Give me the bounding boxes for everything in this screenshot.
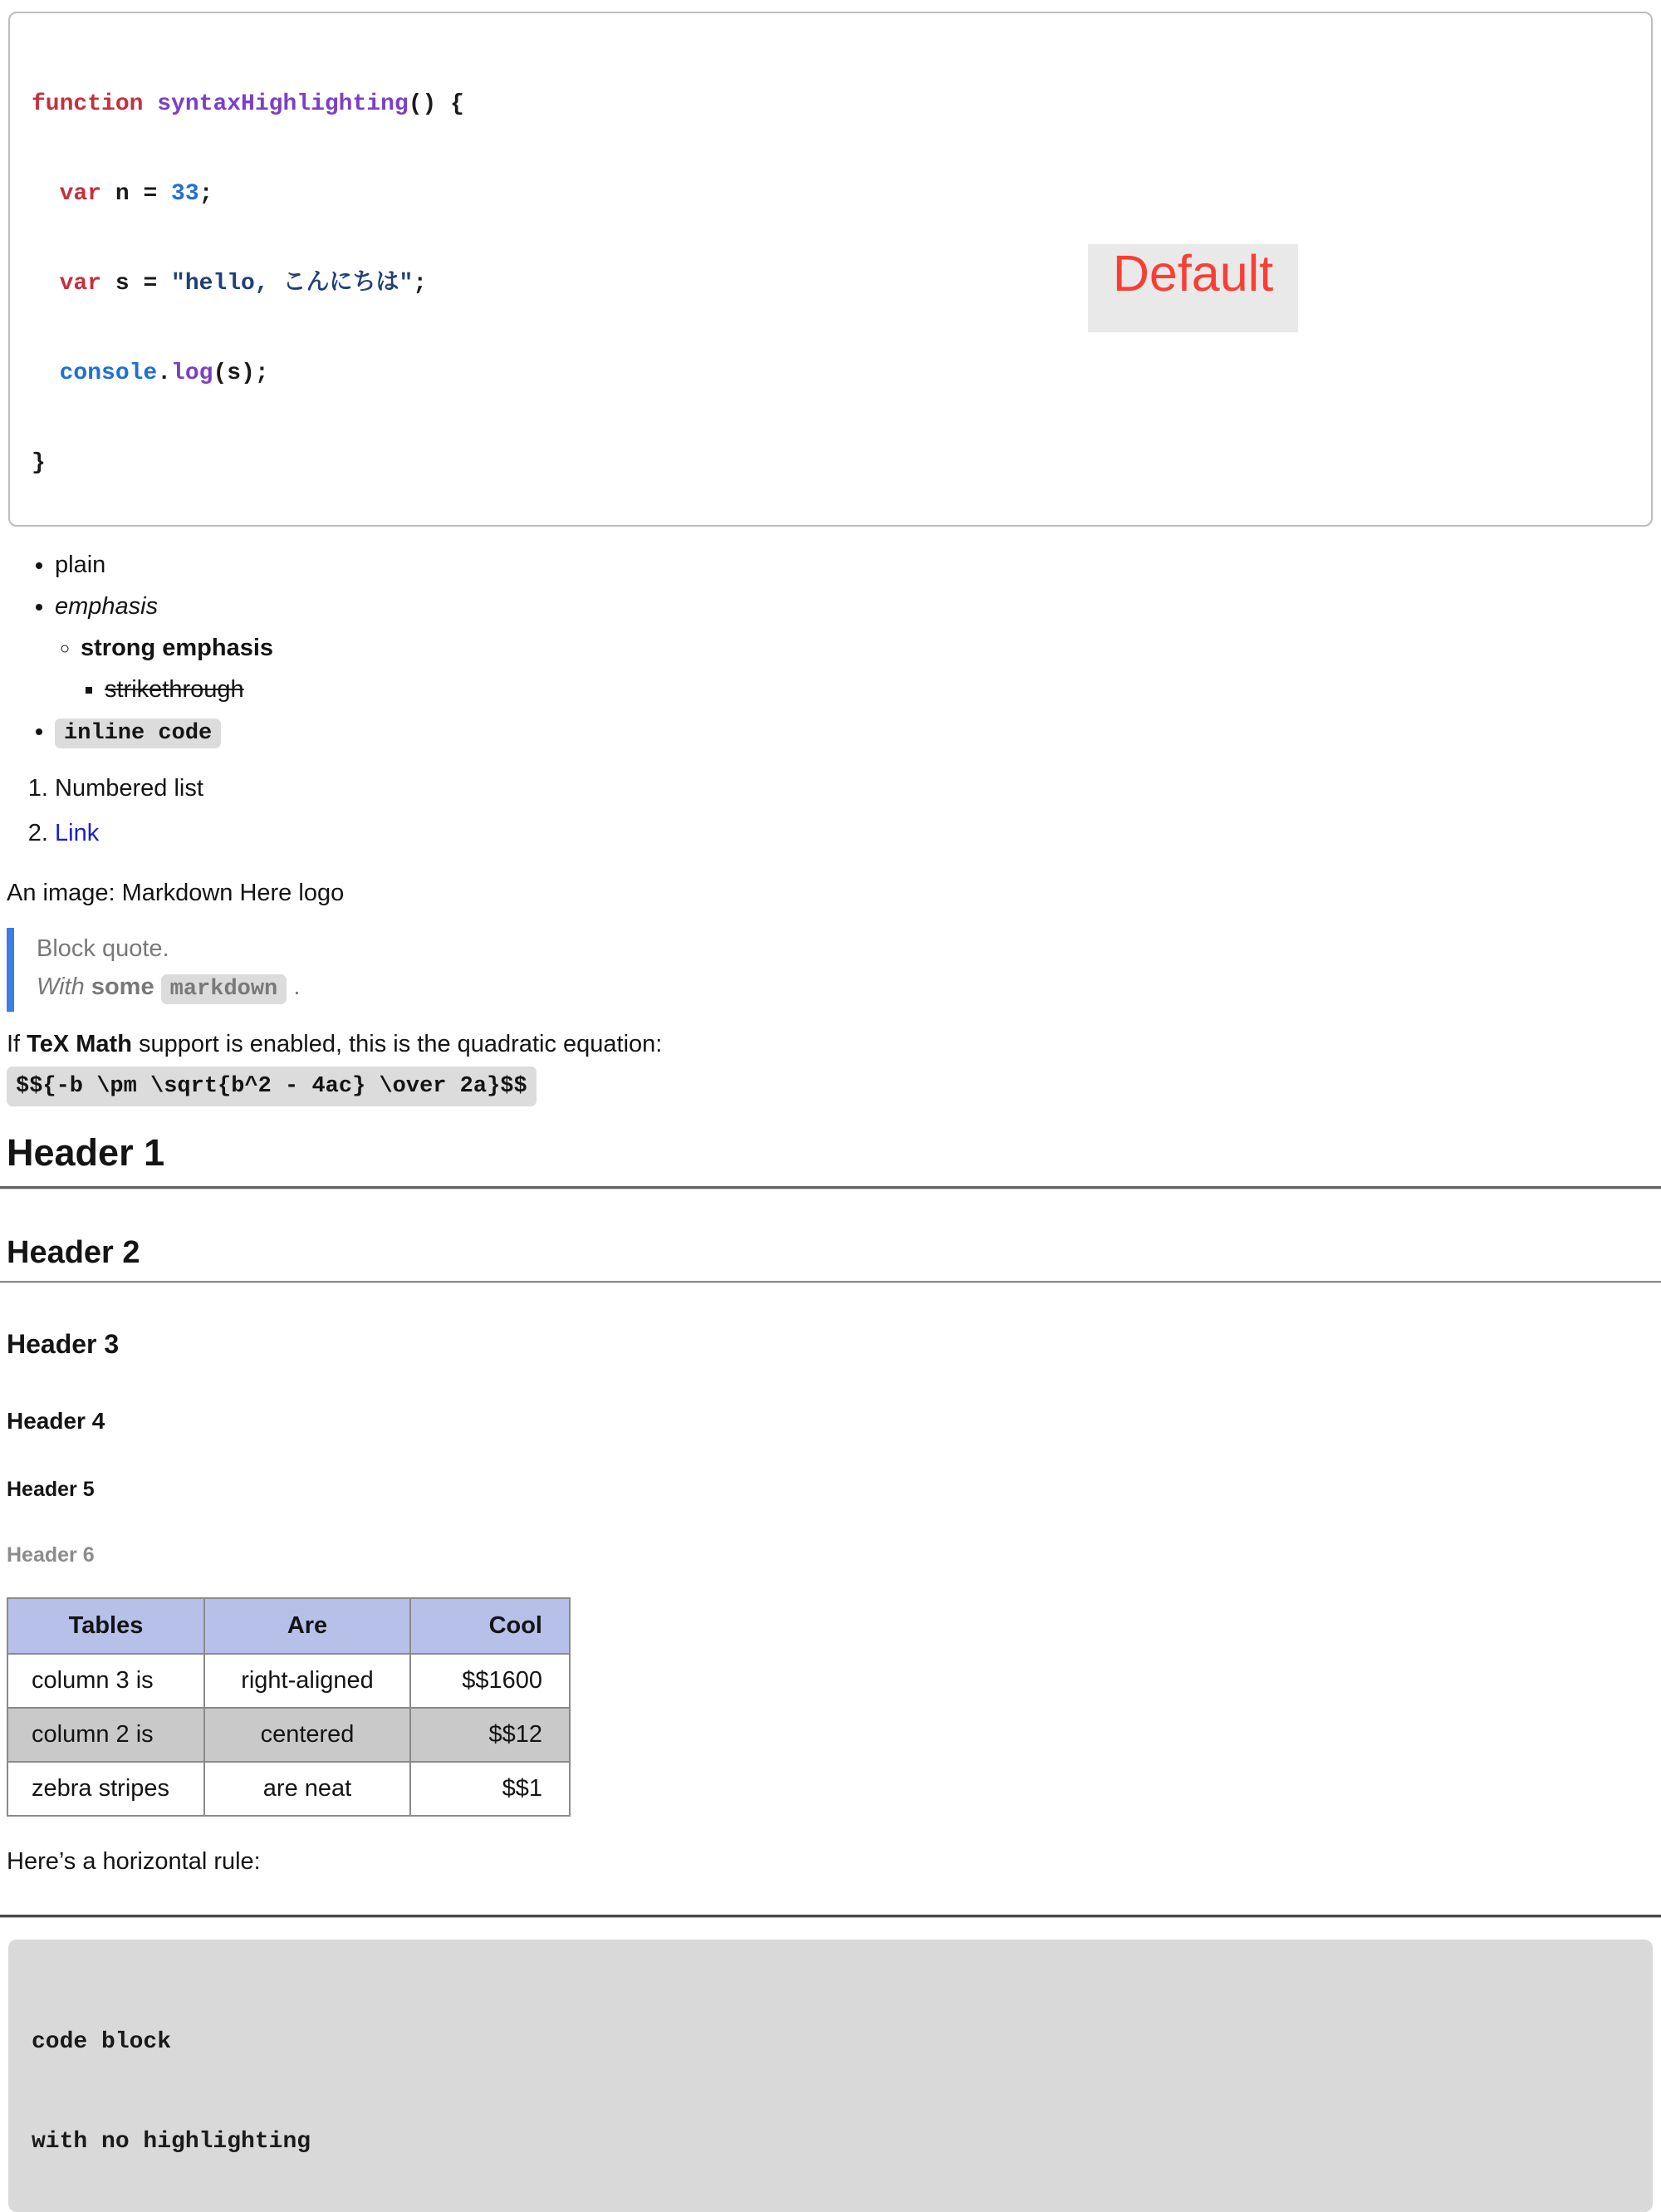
- list-item-inline-code: [55, 716, 1661, 748]
- tex-suffix: support is enabled, this is the quadratic equation:: [131, 1031, 663, 1057]
- code-line: with no highlighting: [32, 2129, 311, 2155]
- blockquote-some-bold: some: [91, 974, 154, 1000]
- default-theme-label-text: Default: [1112, 245, 1274, 302]
- nested-nested-bullet-list: [81, 674, 1661, 704]
- table-cell: right-aligned: [204, 1654, 410, 1708]
- blockquote: [7, 928, 1661, 1012]
- default-theme-label: [1088, 244, 1298, 332]
- code-token: ;: [198, 181, 213, 207]
- strikethrough-text: strikethrough: [105, 676, 244, 703]
- table-cell: centered: [204, 1708, 410, 1762]
- header-1: Header 1: [0, 1131, 1661, 1189]
- tex-formula-chip: $${-b \pm \sqrt{b^2 - 4ac} \over 2a}$$: [7, 1067, 537, 1106]
- markdown-table: [7, 1597, 571, 1817]
- table-row-zebra: [7, 1708, 570, 1762]
- code-line: code block: [32, 2029, 172, 2055]
- code-token-keyword: var: [59, 271, 102, 297]
- code-token-string: "hello, こんにちは": [171, 271, 414, 297]
- list-item-link: [55, 818, 1661, 848]
- code-line: [32, 269, 1629, 299]
- table-cell: $$12: [410, 1708, 570, 1762]
- bullet-list: [0, 550, 1661, 748]
- code-line: [32, 90, 1629, 120]
- blockquote-with-italic: With: [37, 974, 85, 1000]
- code-token: s =: [101, 271, 172, 297]
- table-cell: $$1600: [410, 1654, 570, 1708]
- blockquote-period: .: [287, 974, 301, 1000]
- code-token: n =: [101, 181, 172, 207]
- list-item-strikethrough: [105, 674, 1661, 704]
- code-token: ;: [413, 271, 428, 297]
- table-cell: $$1: [410, 1762, 570, 1816]
- code-token: .: [157, 360, 172, 386]
- table-row: [7, 1762, 570, 1816]
- header-3: Header 3: [7, 1329, 120, 1359]
- list-item-plain: • plain: [55, 550, 1661, 580]
- inline-code-chip: inline code: [55, 719, 221, 748]
- code-token: (s);: [213, 360, 269, 386]
- header-5: Header 5: [7, 1478, 95, 1501]
- plain-code-block: [8, 1940, 1653, 2212]
- syntax-code-block: [8, 12, 1653, 527]
- code-line: [32, 179, 1629, 209]
- code-token: [32, 271, 60, 297]
- table-header-row: [7, 1598, 570, 1654]
- table-cell: column 2 is: [7, 1708, 204, 1762]
- code-token-keyword: var: [59, 181, 102, 207]
- table-cell: are neat: [204, 1762, 410, 1816]
- code-token: [32, 360, 60, 386]
- header-6: Header 6: [7, 1543, 95, 1567]
- code-token: () {: [408, 91, 464, 117]
- code-line: [32, 449, 1629, 478]
- table-header-cool: Cool: [410, 1598, 570, 1654]
- code-token-builtin: console: [59, 360, 158, 386]
- horizontal-rule: [0, 1915, 1661, 1918]
- table-cell: zebra stripes: [7, 1762, 204, 1816]
- numbered-list: [0, 773, 1661, 848]
- horizontal-rule-caption: Here’s a horizontal rule:: [7, 1848, 261, 1875]
- code-token: [32, 181, 60, 207]
- code-token-keyword: function: [32, 91, 144, 117]
- table-row: [7, 1654, 570, 1708]
- tex-prefix: If: [7, 1031, 27, 1057]
- emphasis-text: emphasis: [55, 593, 159, 620]
- table-header-tables: Tables: [7, 1598, 204, 1654]
- code-line: [32, 359, 1629, 389]
- table-header-are: Are: [204, 1598, 410, 1654]
- header-4: Header 4: [7, 1408, 105, 1434]
- image-caption-line: An image: Markdown Here logo: [7, 880, 345, 906]
- blockquote-line1: Block quote.: [37, 935, 169, 962]
- list-item-numbered: 1. Numbered list: [55, 773, 1661, 803]
- header-2: Header 2: [0, 1235, 1661, 1283]
- code-token-number: 33: [171, 181, 199, 207]
- strong-emphasis-text: strong emphasis: [81, 635, 274, 661]
- tex-math-paragraph: [7, 1027, 1661, 1106]
- code-token-method: log: [171, 360, 213, 386]
- table-cell: column 3 is: [7, 1654, 204, 1708]
- list-item-strong-emphasis: [81, 633, 1661, 704]
- blockquote-inline-code-chip: markdown: [161, 974, 287, 1004]
- code-token-function-name: syntaxHighlighting: [157, 91, 409, 117]
- code-token: [143, 91, 157, 117]
- nested-bullet-list: [55, 633, 1661, 704]
- tex-math-bold: TeX Math: [27, 1031, 132, 1057]
- list-item-emphasis: [55, 591, 1661, 704]
- link[interactable]: Link: [55, 820, 100, 846]
- code-token: }: [32, 450, 46, 476]
